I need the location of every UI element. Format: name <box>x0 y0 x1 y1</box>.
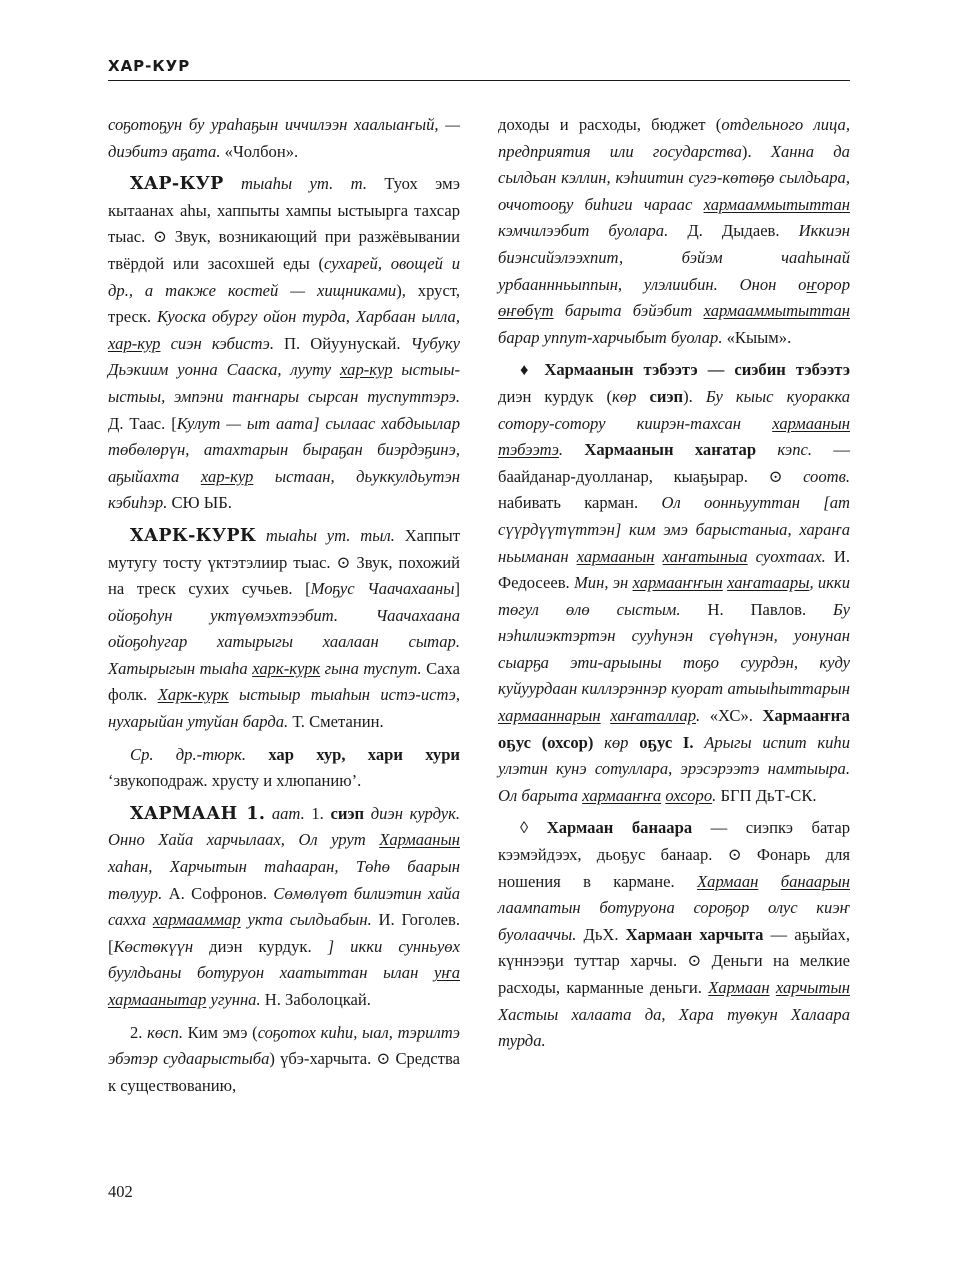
headword: ХАР-КУР <box>130 174 224 195</box>
left-column <box>108 112 460 1099</box>
etymology-note: Ср. др.-тюрк. хар хур, хари хури ‘звукоподраж. хрусту и хлюпанию’. <box>108 744 460 791</box>
headword: ХАРК-КУРК <box>130 525 257 546</box>
entry-har-kur: ХАР-КУР тыаһы ут. т. Туох эмэ кытаанах аһы, хаппыты хампы ыстыырга тахсар тыас. ⊙ Звук, возникающий при разжёвывании твёрдой или засохшей еды (сухарей, овощей и др., а также костей — хищниками), хруст, треск. Куоска обургу ойон турда, Харбаан ылла, хар-кур сиэн кэбистэ. П. Ойуунускай. Чубуку Дьэкиим уонна Сааска, лууту хар-кур ыстыы-ыстыы, эмпэни таҥнары сырсан туспуттэрэ. Д. Таас. [Кулут — ыт аата] сылаас хабдыылар төбөлөрүн, атахтарын быраҕан биэрдэҕинэ, аҕыйахта хар-кур ыстаан, дьуккулдьутэн кэбиһэр. СЮ ЫБ. <box>108 174 460 513</box>
entry-harmaan-sense-2: 2. көсп. Ким эмэ (соҕотох киһи, ыал, тэрилтэ эбэтэр судаарыстыба) үбэ-харчыта. ⊙ Средства к существованию, <box>108 1022 461 1095</box>
entry-hark-kurk: ХАРК-КУРК тыаһы ут. тыл. Хаппыт мутугу тосту үктэтэлиир тыас. ⊙ Звук, похожий на треск сухих сучьев. [Моҕус Чаачахааны] ойоҕоһун уктүөмэхтээбит. Чаачахаана ойоҕоһугар хатырыгы хаалаан сытар. Хатырыгын тыаһа харк-курк гына туспут. Саха фолк. Харк-курк ыстыыр тыаһын истэ-истэ, нухарыйан утуйан барда. Т. Сметанин. <box>108 525 460 732</box>
right-column <box>498 112 850 1055</box>
phrase-harmaanyn-tebeete: ♦ Хармаанын тэбээтэ — сиэбин тэбээтэ диэн курдук (көр сиэп). Бу кыыс куоракка сотору-сотору киирэн-тахсан хармаанын тэбээтэ. Хармаанын хаҥатар кэпс. — баайданар-дуолланар, кыаҕырар. ⊙ соотв. набивать карман. Ол оонньууттан [ат сүүрдүүтүттэн] ким эмэ барыстаныа, хараҥа ньыманан хармаанын хаҥатыныа суохтаах. И. Федосеев. Мин, эн хармааҥҥын хаҥатаары, икки төгул өлө сыстым. Н. Павлов. Бу нэһилиэктэртэн сууһунэн сүөһүнэн, уонунан сыарҕа эти-арыыны тоҕо суурдэн, куду куйуурдаан киллэрэннэр куорат атыыһыттарын хармааннарын хаҥаталлар. «ХС». Хармааҥҥа оҕус (охсор) көр оҕус I. Арыгы испит киһи улэтин кунэ сотуллара, эрэсэрээтэ намтыыра. Ол барыта хармааҥҥа охсоро. БГП ДьТ-СК. <box>498 360 850 805</box>
headword: ХАРМААН 1. <box>130 803 266 824</box>
entry-continuation-right: доходы и расходы, бюджет (отдельного лица, предприятия или государства). Ханна да сылдьан кэллин, кэһиитин сугэ-көтөҕө сылдьара, оччотооҕу биһиги чараас хармааммытыттан кэмчилээбит буолара. Д. Дыдаев. Иккиэн биэнсийэлээхпит, бэйэм чааһынай урбааннньыппын, улэлиибин. Онон оҥорор өҥөбүт барыта бэйэбит хармааммытыттан барар уппут-харчыбыт буолар. «Кыым». <box>498 115 850 347</box>
entry-continuation: соҕотоҕун бу ураһаҕын иччилээн хаалыаҥый, — диэбитэ аҕата. «Чолбон». <box>108 115 460 161</box>
phrase-harmaan-banaara: ◊ Хармаан банаара — сиэпкэ батар кээмэйдээх, дьоҕус банаар. ⊙ Фонарь для ношения в кармане. Хармаан банаарын лаампатын ботуруона сороҕор олус киэҥ буолааччы. ДьХ. Хармаан харчыта — аҕыйах, күннээҕи туттар харчы. ⊙ Деньги на мелкие расходы, карманные деньги. Хармаан харчытын Хастыы халаата да, Хара туөкун Халаара турда. <box>498 818 851 1051</box>
page-number: 402 <box>108 1182 133 1201</box>
running-header <box>108 56 850 81</box>
running-header-title: ХАР-КУР <box>108 57 191 75</box>
entry-harmaan-1: ХАРМААН 1. аат. 1. сиэп диэн курдук. Онно Хайа харчылаах, Ол урут Хармаанын хаһан, Харчытын таһааран, Төһө баарын төлуур. А. Софронов. Сөмөлүөт билиэтин хайа сахха хармааммар укта сылдьабын. И. Гоголев. [Көстөкүүн диэн курдук. ] икки сунньуөх буулдьаны ботуруон хаатыттан ылан уҥа хармаанытар угунна. Н. Заболоцкай. <box>108 803 461 1009</box>
